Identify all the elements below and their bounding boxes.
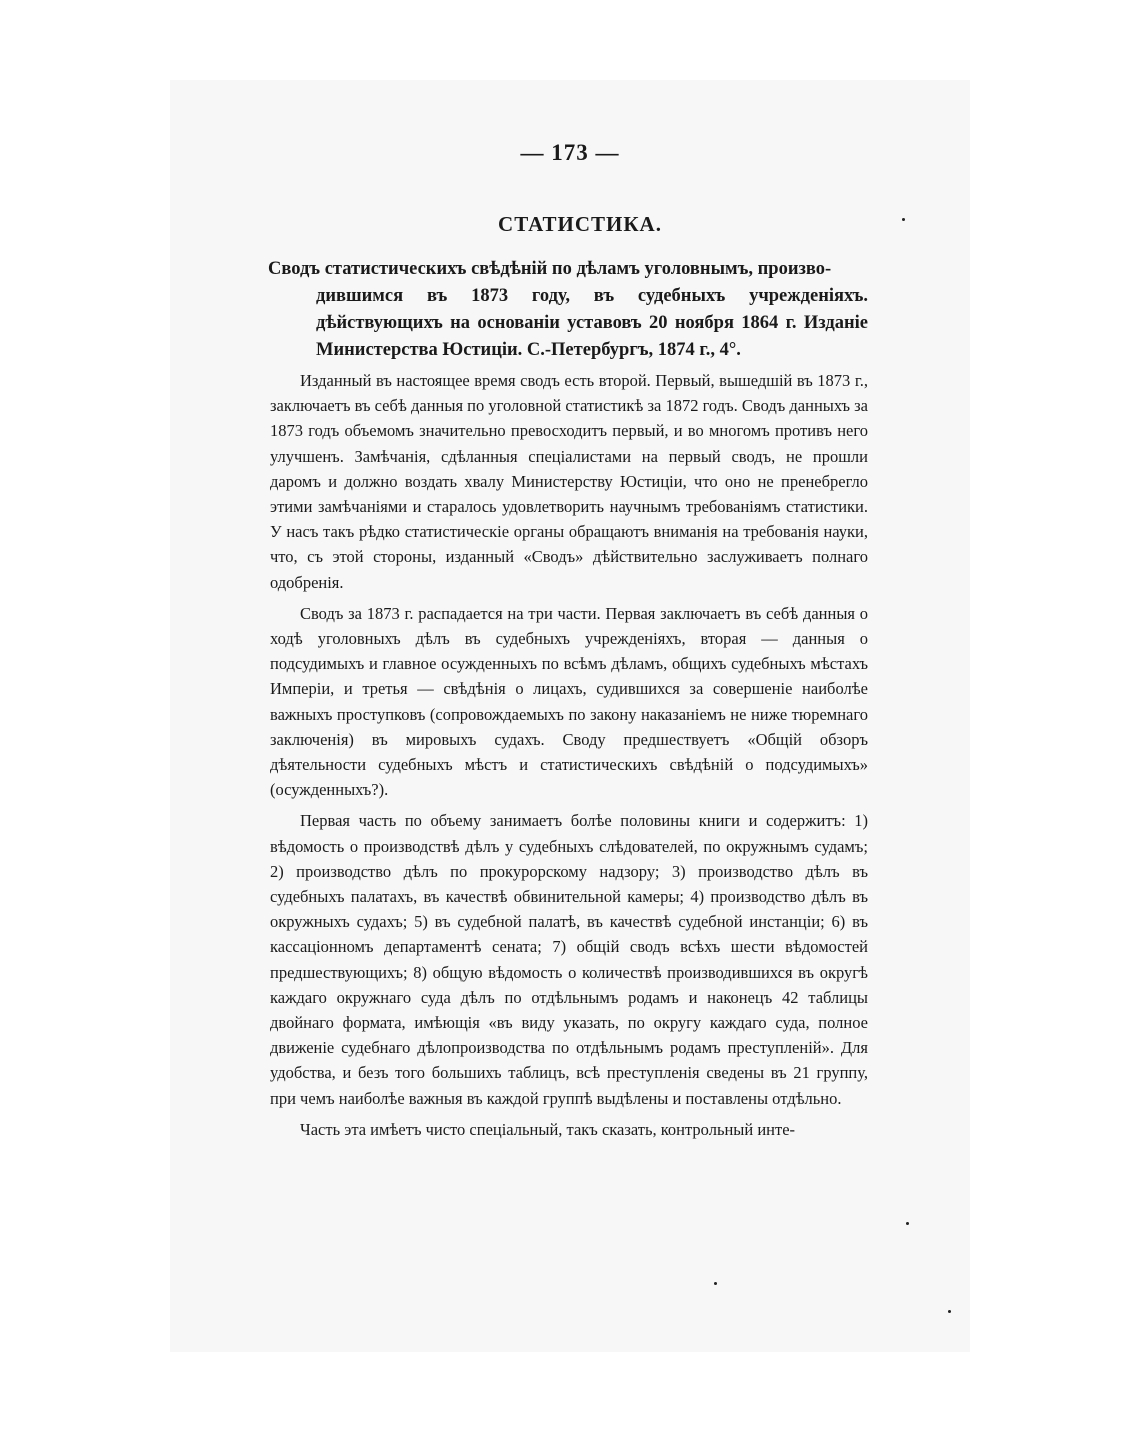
scan-speck	[902, 218, 905, 221]
article-body	[270, 368, 868, 1148]
scan-speck	[714, 1282, 717, 1285]
paragraph-1: Изданный въ настоящее время сводъ есть второй. Первый, вышедшій въ 1873 г., заключаетъ въ себѣ данныя по уголовной статистикѣ за 1872 годъ. Сводъ данныхъ за 1873 годъ объемомъ значительно превосходитъ первый, и во многомъ противъ него улучшенъ. Замѣчанія, сдѣланныя спеціалистами на первый сводъ, не прошли даромъ и должно воздать хвалу Министерству Юстиціи, что оно не пренебрегло этими замѣчаніями и старалось удовлетворить научнымъ требованіямъ статистики. У насъ такъ рѣдко статистическіе органы обращаютъ вниманія на требованія науки, что, съ этой стороны, изданный «Сводъ» дѣйствительно заслуживаетъ полнаго одобренія.	[270, 371, 868, 592]
citation-first-line: Сводъ статистическихъ свѣдѣній по дѣламъ уголовнымъ, произво-	[268, 259, 832, 279]
book-citation	[268, 256, 868, 364]
scan-speck	[906, 1222, 909, 1225]
citation-rest: дившимся въ 1873 году, въ судебныхъ учрежденіяхъ. дѣйствующихъ на основаніи уставовъ 20 ноября 1864 г. Изданіе Министерства Юстиціи. С.-Петербургъ, 1874 г., 4°.	[316, 286, 868, 360]
paragraph-3: Первая часть по объему занимаетъ болѣе половины книги и содержитъ: 1) вѣдомость о производствѣ дѣлъ у судебныхъ слѣдователей, по окружнымъ судамъ; 2) производство дѣлъ по прокурорскому надзору; 3) производство дѣлъ въ судебныхъ палатахъ, въ качествѣ обвинительной камеры; 4) производство дѣлъ въ окружныхъ судахъ; 5) въ судебной палатѣ, въ качествѣ судебной инстанціи; 6) въ кассаціонномъ департаментѣ сената; 7) общій сводъ всѣхъ шести вѣдомостей предшествующихъ; 8) общую вѣдомость о количествѣ производившихся въ округѣ каждаго окружнаго суда дѣлъ по отдѣльнымъ родамъ и наконецъ 42 таблицы двойнаго формата, имѣющія «въ виду указать, по округу каждаго суда, полное движеніе судебнаго дѣлопроизводства по отдѣльнымъ родамъ преступленій». Для удобства, и безъ того большихъ таблицъ, всѣ преступленія сведены въ 21 группу, при чемъ наиболѣе важныя въ каждой группѣ выдѣлены и поставлены отдѣльно.	[270, 811, 868, 1108]
paragraph-2: Сводъ за 1873 г. распадается на три части. Первая заключаетъ въ себѣ данныя о ходѣ уголовныхъ дѣлъ въ судебныхъ учрежденіяхъ, вторая — данныя о подсудимыхъ и главное осужденныхъ по всѣмъ дѣламъ, общихъ судебныхъ мѣстахъ Имперіи, и третья — свѣдѣнія о лицахъ, судившихся за совершеніе наиболѣе важныхъ проступковъ (сопровождаемыхъ по закону наказаніемъ не ниже тюремнаго заключенія) въ мировыхъ судахъ. Своду предшествуетъ «Общій обзоръ дѣятельности судебныхъ мѣстъ и статистическихъ свѣдѣній о подсудимыхъ» (осужденныхъ?).	[270, 603, 868, 800]
page-number: — 173 —	[520, 140, 620, 165]
paragraph-4: Часть эта имѣетъ чисто спеціальный, такъ сказать, контрольный инте-	[300, 1119, 796, 1139]
scan-speck	[948, 1310, 951, 1313]
section-title: СТАТИСТИКА.	[498, 212, 662, 236]
